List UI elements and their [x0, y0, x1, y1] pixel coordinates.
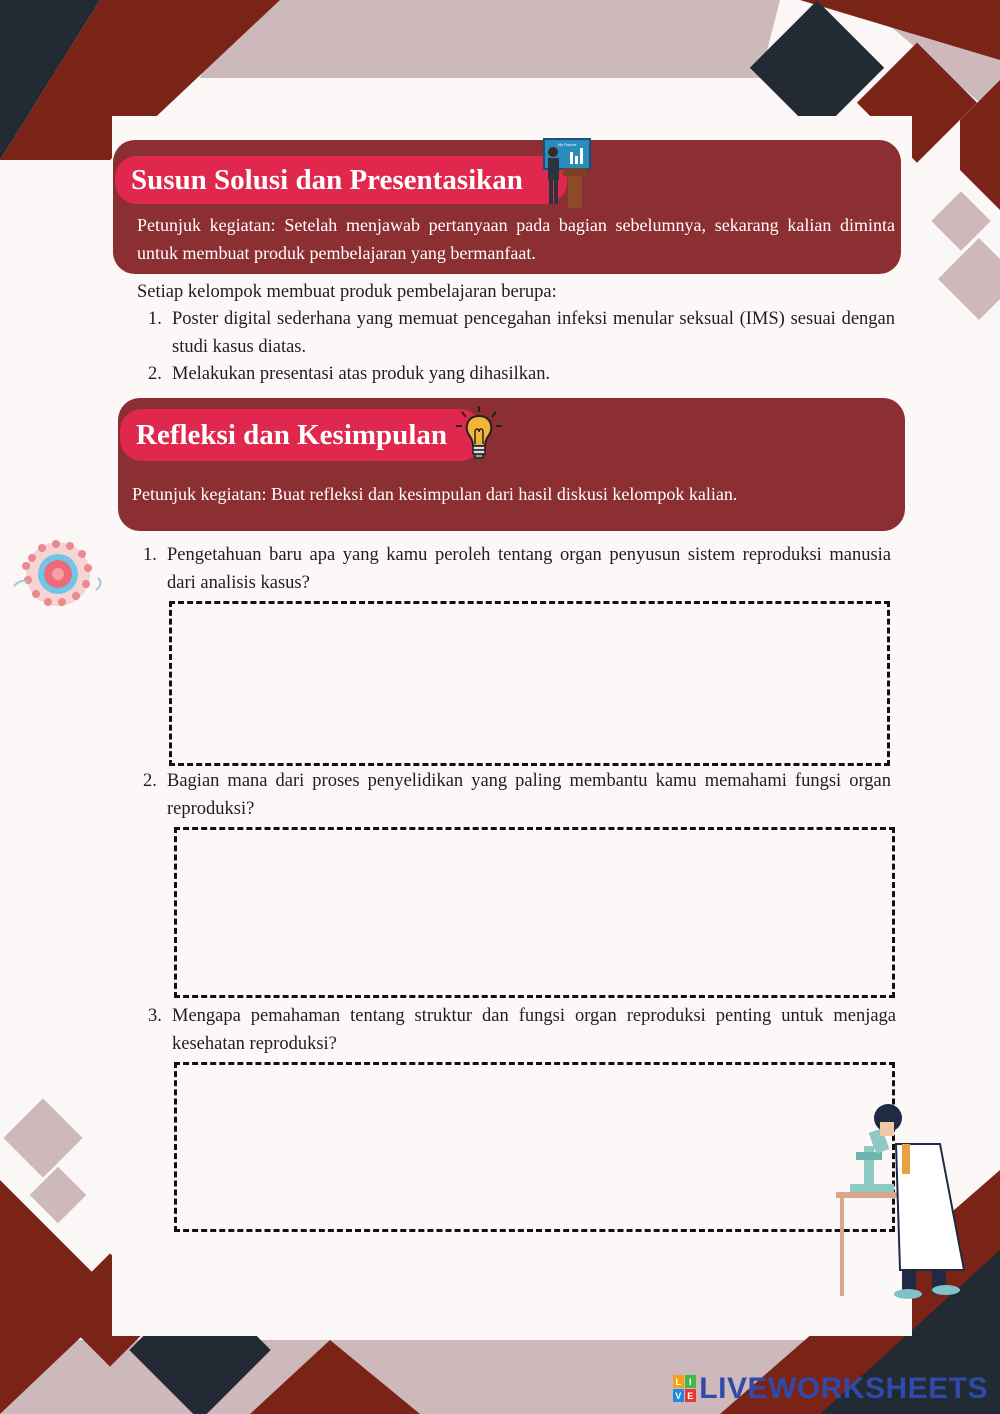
- answer-box-1[interactable]: [169, 601, 890, 766]
- presenter-icon: [540, 136, 596, 210]
- section2-instruction: Petunjuk kegiatan: Buat refleksi dan kesimpulan dari hasil diskusi kelompok kalian.: [132, 484, 738, 504]
- section1-title: [115, 156, 567, 204]
- logo-letter: E: [687, 1391, 695, 1401]
- section1-list-item: [148, 305, 895, 361]
- section1-title-text: Susun Solusi dan Presentasikan: [131, 163, 523, 196]
- question-3: [148, 1002, 896, 1058]
- list-number: 2.: [148, 364, 162, 384]
- board-label: My Report: [557, 142, 577, 147]
- question-text: Pengetahuan baru apa yang kamu peroleh tentang organ penyusun sistem reproduksi manusia dari analisis kasus?: [167, 545, 891, 593]
- logo-letter: V: [675, 1391, 683, 1401]
- question-text: Mengapa pemahaman tentang struktur dan fungsi organ reproduksi penting untuk menjaga kesehatan reproduksi?: [172, 1006, 896, 1054]
- liveworksheets-brand-text: LIVEWORKSHEETS: [699, 1372, 988, 1405]
- answer-box-2[interactable]: [174, 827, 895, 998]
- cell-illustration-icon: [12, 538, 104, 610]
- section2-title: [120, 409, 482, 461]
- list-text: Poster digital sederhana yang memuat pencegahan infeksi menular seksual (IMS) sesuai dengan studi kasus diatas.: [172, 309, 895, 357]
- section1-intro: Setiap kelompok membuat produk pembelajaran berupa:: [137, 282, 557, 302]
- lightbulb-icon: [454, 404, 504, 464]
- logo-letter: I: [689, 1377, 693, 1387]
- question-number: 2.: [143, 771, 157, 791]
- answer-box-3[interactable]: [174, 1062, 895, 1232]
- logo-letter: L: [675, 1377, 682, 1387]
- question-1: [143, 541, 891, 597]
- section1-list-item: [148, 360, 895, 388]
- question-text: Bagian mana dari proses penyelidikan yang paling membantu kamu memahami fungsi organ reproduksi?: [167, 771, 891, 819]
- scientist-microscope-icon: [836, 1100, 986, 1300]
- liveworksheets-logo: [673, 1372, 988, 1406]
- liveworksheets-badge-icon: [673, 1375, 697, 1403]
- list-text: Melakukan presentasi atas produk yang dihasilkan.: [172, 364, 551, 384]
- section2-title-text: Refleksi dan Kesimpulan: [136, 418, 447, 451]
- question-number: 3.: [148, 1006, 162, 1026]
- list-number: 1.: [148, 309, 162, 329]
- question-2: [143, 767, 891, 823]
- question-number: 1.: [143, 545, 157, 565]
- section1-instruction: Petunjuk kegiatan: Setelah menjawab pertanyaan pada bagian sebelumnya, sekarang kalian diminta untuk membuat produk pembelajaran yang bermanfaat.: [137, 215, 895, 263]
